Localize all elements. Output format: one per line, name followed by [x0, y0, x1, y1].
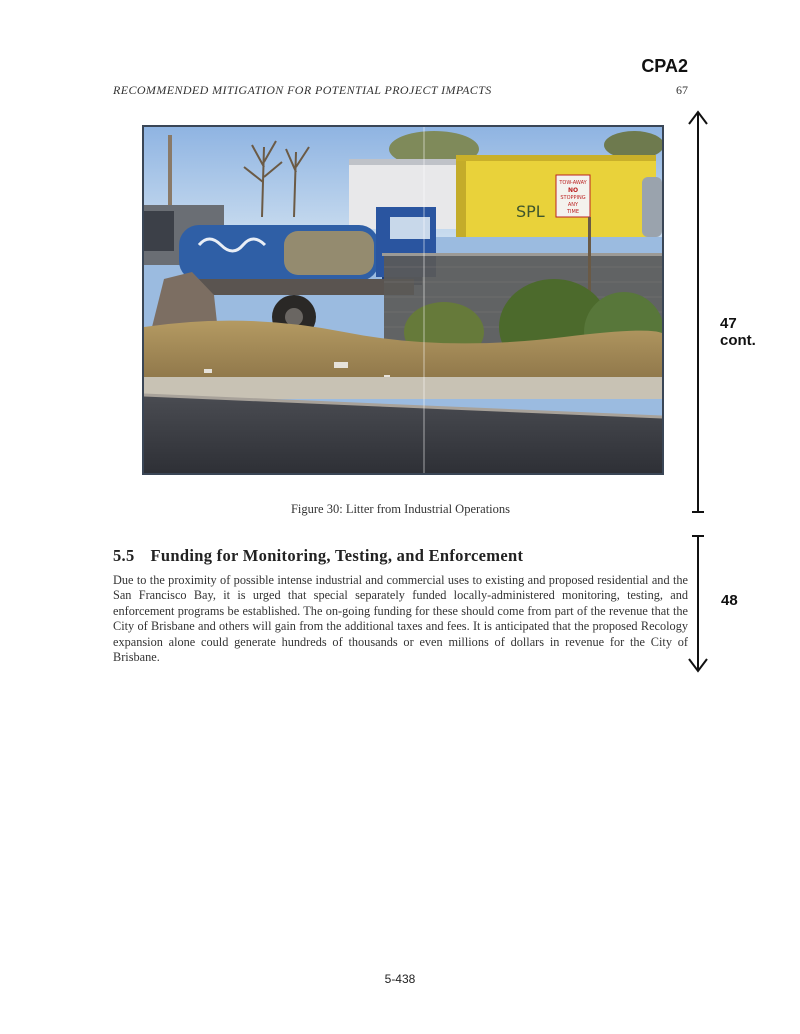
- sign-line-3: STOPPING: [560, 195, 586, 201]
- graffiti-text: SPL: [516, 202, 545, 221]
- footer-page-number: 5-438: [384, 972, 416, 986]
- section-title: Funding for Monitoring, Testing, and Enforcement: [150, 546, 524, 565]
- figure-photo: [142, 125, 664, 475]
- comment-label-48: 48: [721, 592, 738, 609]
- sign-line-5: TIME: [566, 209, 580, 215]
- running-header: RECOMMENDED MITIGATION FOR POTENTIAL PROJECT IMPACTS: [113, 83, 492, 97]
- comment-cont-47: cont.: [720, 332, 756, 349]
- section-number: 5.5: [113, 546, 135, 565]
- sign-line-4: ANY: [567, 202, 579, 208]
- comment-label-47: [720, 315, 756, 349]
- document-id: CPA2: [641, 56, 688, 76]
- comment-bracket-47: [686, 110, 710, 516]
- sign-line-2: NO: [567, 187, 579, 194]
- comment-number-47: 47: [720, 315, 737, 332]
- section-body: Due to the proximity of possible intense industrial and commercial uses to existing and proposed residential and the San Francisco Bay, it is urged that special separately funded locally-administered monitoring, testing, and enforcement programs be established. The on-going funding for these should come from part of the revenue that the City of Brisbane and others will gain from the additional taxes and fees. It is anticipated that the proposed Recology expansion alone could generate hundreds of thousands or even millions of dollars in revenue for the City of Brisbane.: [113, 573, 688, 665]
- figure-caption: Figure 30: Litter from Industrial Operations: [290, 502, 511, 516]
- sign-line-1: TOW-AWAY: [559, 180, 587, 186]
- comment-bracket-48: [686, 533, 710, 675]
- page-number: 67: [676, 83, 688, 97]
- section-heading: [113, 546, 523, 566]
